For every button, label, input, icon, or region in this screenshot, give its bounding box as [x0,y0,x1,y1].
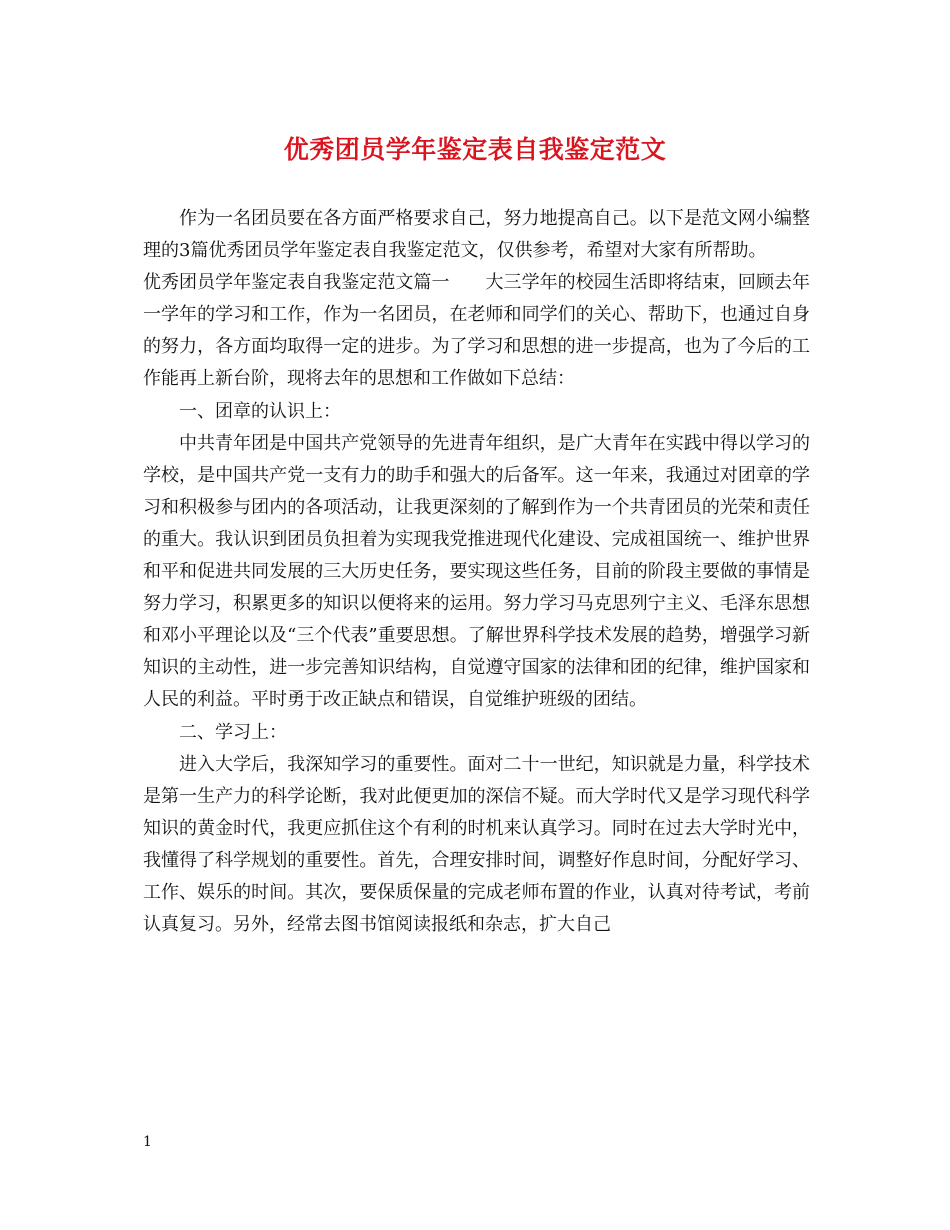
tuanzhang-paragraph: 中共青年团是中国共产党领导的先进青年组织，是广大青年在实践中得以学习的学校，是中国共产党一支有力的助手和强大的后备军。这一年来，我通过对团章的学习和积极参与团内的各项活动，让我更深刻的了解到作为一个共青团员的光荣和责任的重大。我认识到团员负担着为实现我党推进现代化建设、完成祖国统一、维护世界和平和促进共同发展的三大历史任务，要实现这些任务，目前的阶段主要做的事情是努力学习，积累更多的知识以便将来的运用。努力学习马克思列宁主义、毛泽东思想和邓小平理论以及“三个代表”重要思想。了解世界科学技术发展的趋势，增强学习新知识的主动性，进一步完善知识结构，自觉遵守国家的法律和团的纪律，维护国家和人民的利益。平时勇于改正缺点和错误，自觉维护班级的团结。 [143,432,810,711]
document-title: 优秀团员学年鉴定表自我鉴定范文 [283,135,667,164]
heading-tuanzhang: 一、团章的认识上： [179,400,341,422]
intro-paragraph: 作为一名团员要在各方面严格要求自己，努力地提高自己。以下是范文网小编整理的3篇优秀团员学年鉴定表自我鉴定范文，仅供参考，希望对大家有所帮助。 [143,208,810,262]
page-number: 1 [143,1134,152,1150]
document-body [143,203,810,941]
heading-study: 二、学习上： [179,721,287,743]
section-one-paragraph: 优秀团员学年鉴定表自我鉴定范文篇一 大三学年的校园生活即将结束，回顾去年一学年的学习和工作，作为一名团员，在老师和同学们的关心、帮助下，也通过自身的努力，各方面均取得一定的进步。为了学习和思想的进一步提高，也为了今后的工作能再上新台阶，现将去年的思想和工作做如下总结： [143,272,810,390]
study-paragraph: 进入大学后，我深知学习的重要性。面对二十一世纪，知识就是力量，科学技术是第一生产力的科学论断，我对此便更加的深信不疑。而大学时代又是学习现代科学知识的黄金时代，我更应抓住这个有利的时机来认真学习。同时在过去大学时光中，我懂得了科学规划的重要性。首先，合理安排时间，调整好作息时间，分配好学习、工作、娱乐的时间。其次，要保质保量的完成老师布置的作业，认真对待考试，考前认真复习。另外，经常去图书馆阅读报纸和杂志，扩大自己 [143,753,810,936]
